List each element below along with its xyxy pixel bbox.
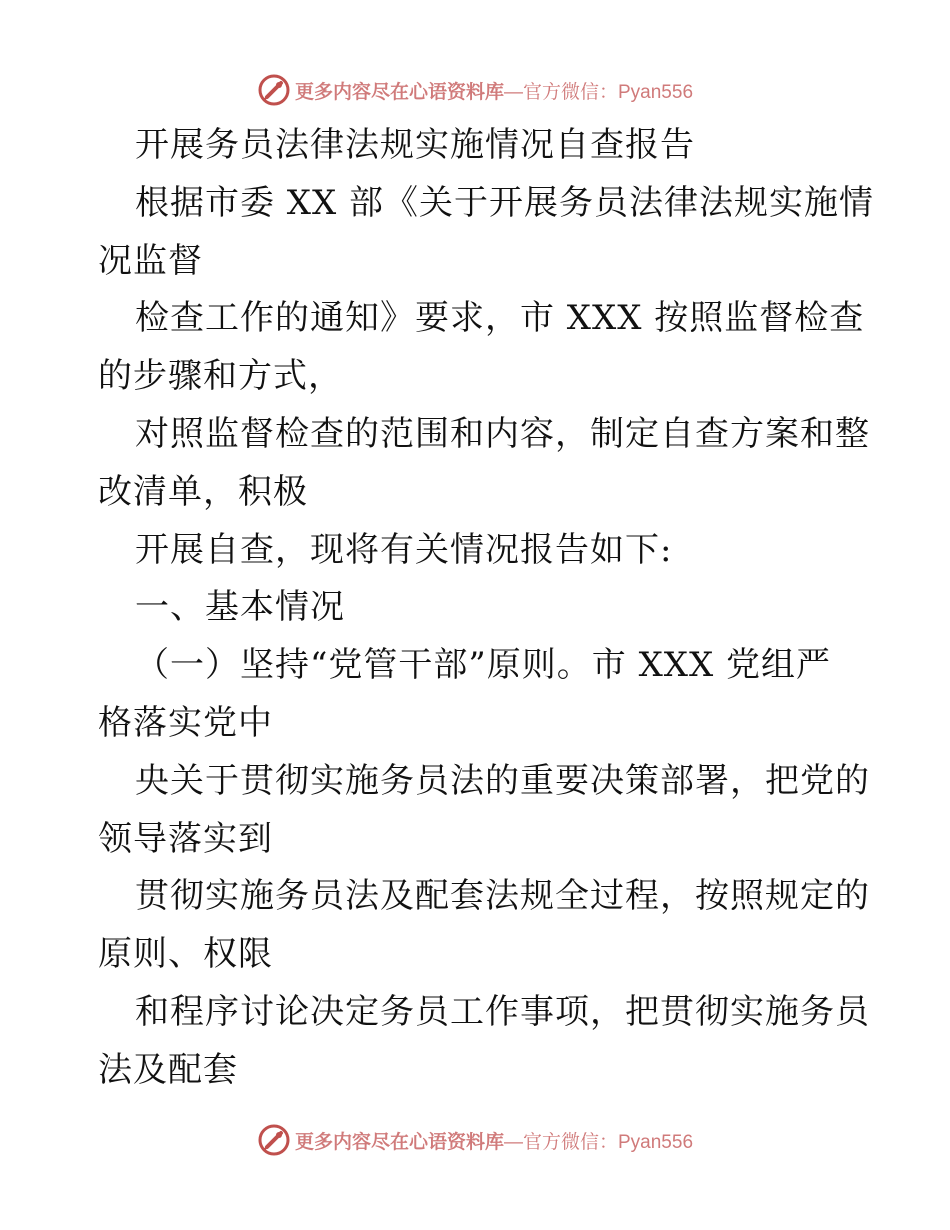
text-line: 根据市委 XX 部《关于开展务员法律法规实施情 bbox=[135, 182, 875, 223]
text-line: 格落实党中 bbox=[98, 702, 273, 743]
header-watermark-banner bbox=[0, 70, 950, 110]
document-title: 开展务员法律法规实施情况自查报告 bbox=[135, 125, 695, 165]
text-line: 原则、权限 bbox=[98, 934, 273, 975]
pen-seal-icon bbox=[257, 73, 291, 107]
text-line: 法及配套 bbox=[98, 1049, 238, 1090]
section-heading: 一、基本情况 bbox=[135, 587, 345, 628]
contact-text: —官方微信：Pyan556 bbox=[504, 81, 694, 103]
promo-text: 更多内容尽在心语资料库 bbox=[294, 80, 504, 103]
document-body bbox=[98, 117, 875, 1100]
text-line: 检查工作的通知》要求，市 XXX 按照监督检查 bbox=[135, 298, 865, 339]
text-line: 况监督 bbox=[98, 240, 203, 281]
text-line: 领导落实到 bbox=[98, 818, 273, 859]
text-line: 的步骤和方式， bbox=[98, 356, 343, 397]
footer-watermark-banner bbox=[0, 1120, 950, 1160]
text-line: 对照监督检查的范围和内容，制定自查方案和整 bbox=[135, 413, 870, 454]
text-line: 开展自查，现将有关情况报告如下: bbox=[135, 529, 673, 570]
promo-text: 更多内容尽在心语资料库 bbox=[294, 1130, 504, 1153]
text-line: 和程序讨论决定务员工作事项，把贯彻实施务员 bbox=[135, 991, 870, 1032]
text-line: （一）坚持“党管干部”原则。市 XXX 党组严 bbox=[135, 645, 831, 686]
text-line: 贯彻实施务员法及配套法规全过程，按照规定的 bbox=[135, 876, 870, 917]
contact-text: —官方微信：Pyan556 bbox=[504, 1131, 694, 1153]
pen-seal-icon bbox=[257, 1123, 291, 1157]
text-line: 央关于贯彻实施务员法的重要决策部署，把党的 bbox=[135, 760, 870, 801]
text-line: 改清单，积极 bbox=[98, 471, 308, 512]
